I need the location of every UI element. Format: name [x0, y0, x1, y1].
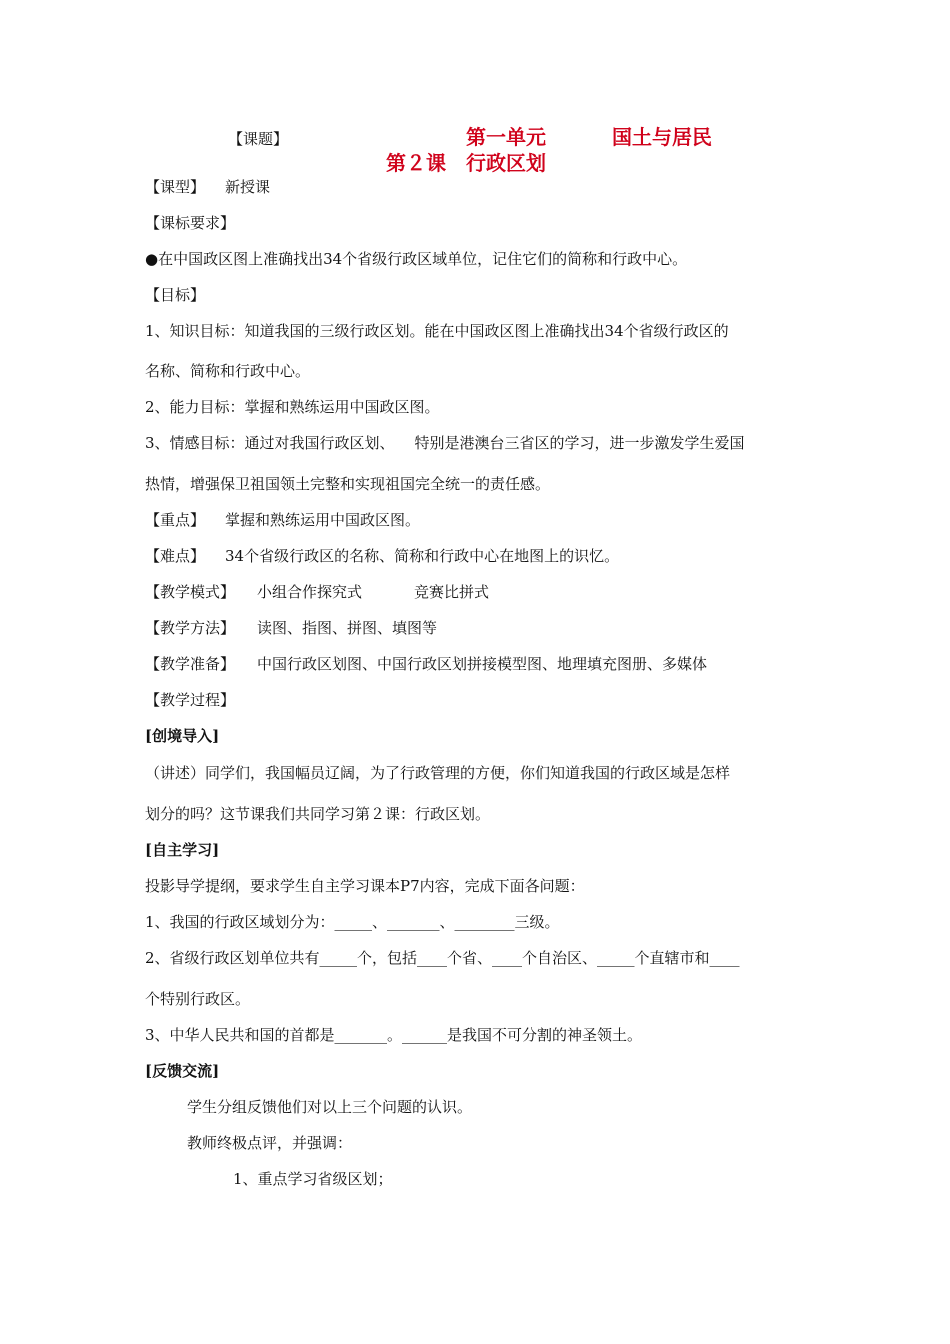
feedback-line-3: 1、重点学习省级区划；: [233, 1170, 393, 1188]
teaching-mode-row: [145, 582, 489, 602]
self-study-intro: 投影导学提纲，要求学生自主学习课本P7内容，完成下面各问题：: [145, 877, 585, 895]
intro-line-2: 划分的吗？这节课我们共同学习第２课：行政区划。: [145, 805, 491, 823]
intro-line-1: （讲述）同学们，我国幅员辽阔，为了行政管理的方便，你们知道我国的行政区域是怎样: [145, 764, 731, 782]
intro-heading: [创境导入]: [145, 727, 220, 745]
key-point-value: 掌握和熟练运用中国政区图。: [225, 511, 421, 529]
teaching-mode-value-2: 竞赛比拼式: [414, 583, 490, 601]
objective-emotion-part-b: 特别是港澳台三省区的学习，进一步激发学生爱国: [414, 434, 745, 452]
teaching-prep-label: 【教学准备】: [145, 655, 236, 673]
key-point-label: 【重点】: [145, 511, 206, 529]
question-3: 3、中华人民共和国的首都是_______。______是我国不可分割的神圣领土。: [145, 1026, 643, 1044]
feedback-line-2: 教师终极点评，并强调：: [187, 1134, 353, 1152]
teaching-prep-row: [145, 654, 707, 674]
teaching-method-value: 读图、指图、拼图、填图等: [257, 619, 438, 637]
teaching-prep-value: 中国行政区划图、中国行政区划拼接模型图、地理填充图册、多媒体: [257, 655, 708, 673]
question-2-line-1: 2、省级行政区划单位共有_____个，包括____个省、____个自治区、_____个直辖市和____: [145, 949, 740, 967]
feedback-line-1: 学生分组反馈他们对以上三个问题的认识。: [187, 1098, 473, 1116]
lesson-type-label: 【课型】: [145, 178, 206, 196]
unit-subtitle: 国土与居民: [612, 125, 712, 149]
lesson-type-value: 新授课: [225, 178, 271, 196]
objective-knowledge-line-1: 1、知识目标：知道我国的三级行政区划。能在中国政区图上准确找出34个省级行政区的: [145, 322, 729, 340]
objective-ability: 2、能力目标：掌握和熟练运用中国政区图。: [145, 398, 440, 416]
feedback-heading: [反馈交流]: [145, 1062, 220, 1080]
objective-emotion-line-2: 热情，增强保卫祖国领土完整和实现祖国完全统一的责任感。: [145, 475, 551, 493]
question-1: 1、我国的行政区域划分为：_____、_______、________三级。: [145, 913, 560, 931]
objectives-label: 【目标】: [145, 286, 206, 304]
teaching-method-label: 【教学方法】: [145, 619, 236, 637]
topic-label: 【课题】: [228, 130, 289, 148]
standard-label: 【课标要求】: [145, 214, 236, 232]
objective-emotion-line-1: [145, 433, 745, 453]
unit-title: 第一单元: [466, 125, 546, 149]
teaching-method-row: [145, 618, 437, 638]
process-label: 【教学过程】: [145, 691, 236, 709]
objective-emotion-part-a: 3、情感目标：通过对我国行政区划、: [145, 434, 395, 452]
teaching-mode-value-1: 小组合作探究式: [257, 583, 363, 601]
standard-bullet: ●在中国政区图上准确找出34个省级行政区域单位，记住它们的简称和行政中心。: [145, 250, 688, 268]
difficulty-value: 34个省级行政区的名称、简称和行政中心在地图上的识忆。: [225, 547, 620, 565]
objective-knowledge-line-2: 名称、简称和行政中心。: [145, 362, 311, 380]
difficulty-label: 【难点】: [145, 547, 206, 565]
question-2-line-2: 个特别行政区。: [145, 990, 251, 1008]
teaching-mode-label: 【教学模式】: [145, 583, 236, 601]
key-point-row: [145, 510, 420, 530]
lesson-type-row: [145, 177, 270, 197]
lesson-title: 第２课 行政区划: [386, 151, 546, 175]
difficulty-row: [145, 546, 619, 566]
self-study-heading: [自主学习]: [145, 841, 220, 859]
